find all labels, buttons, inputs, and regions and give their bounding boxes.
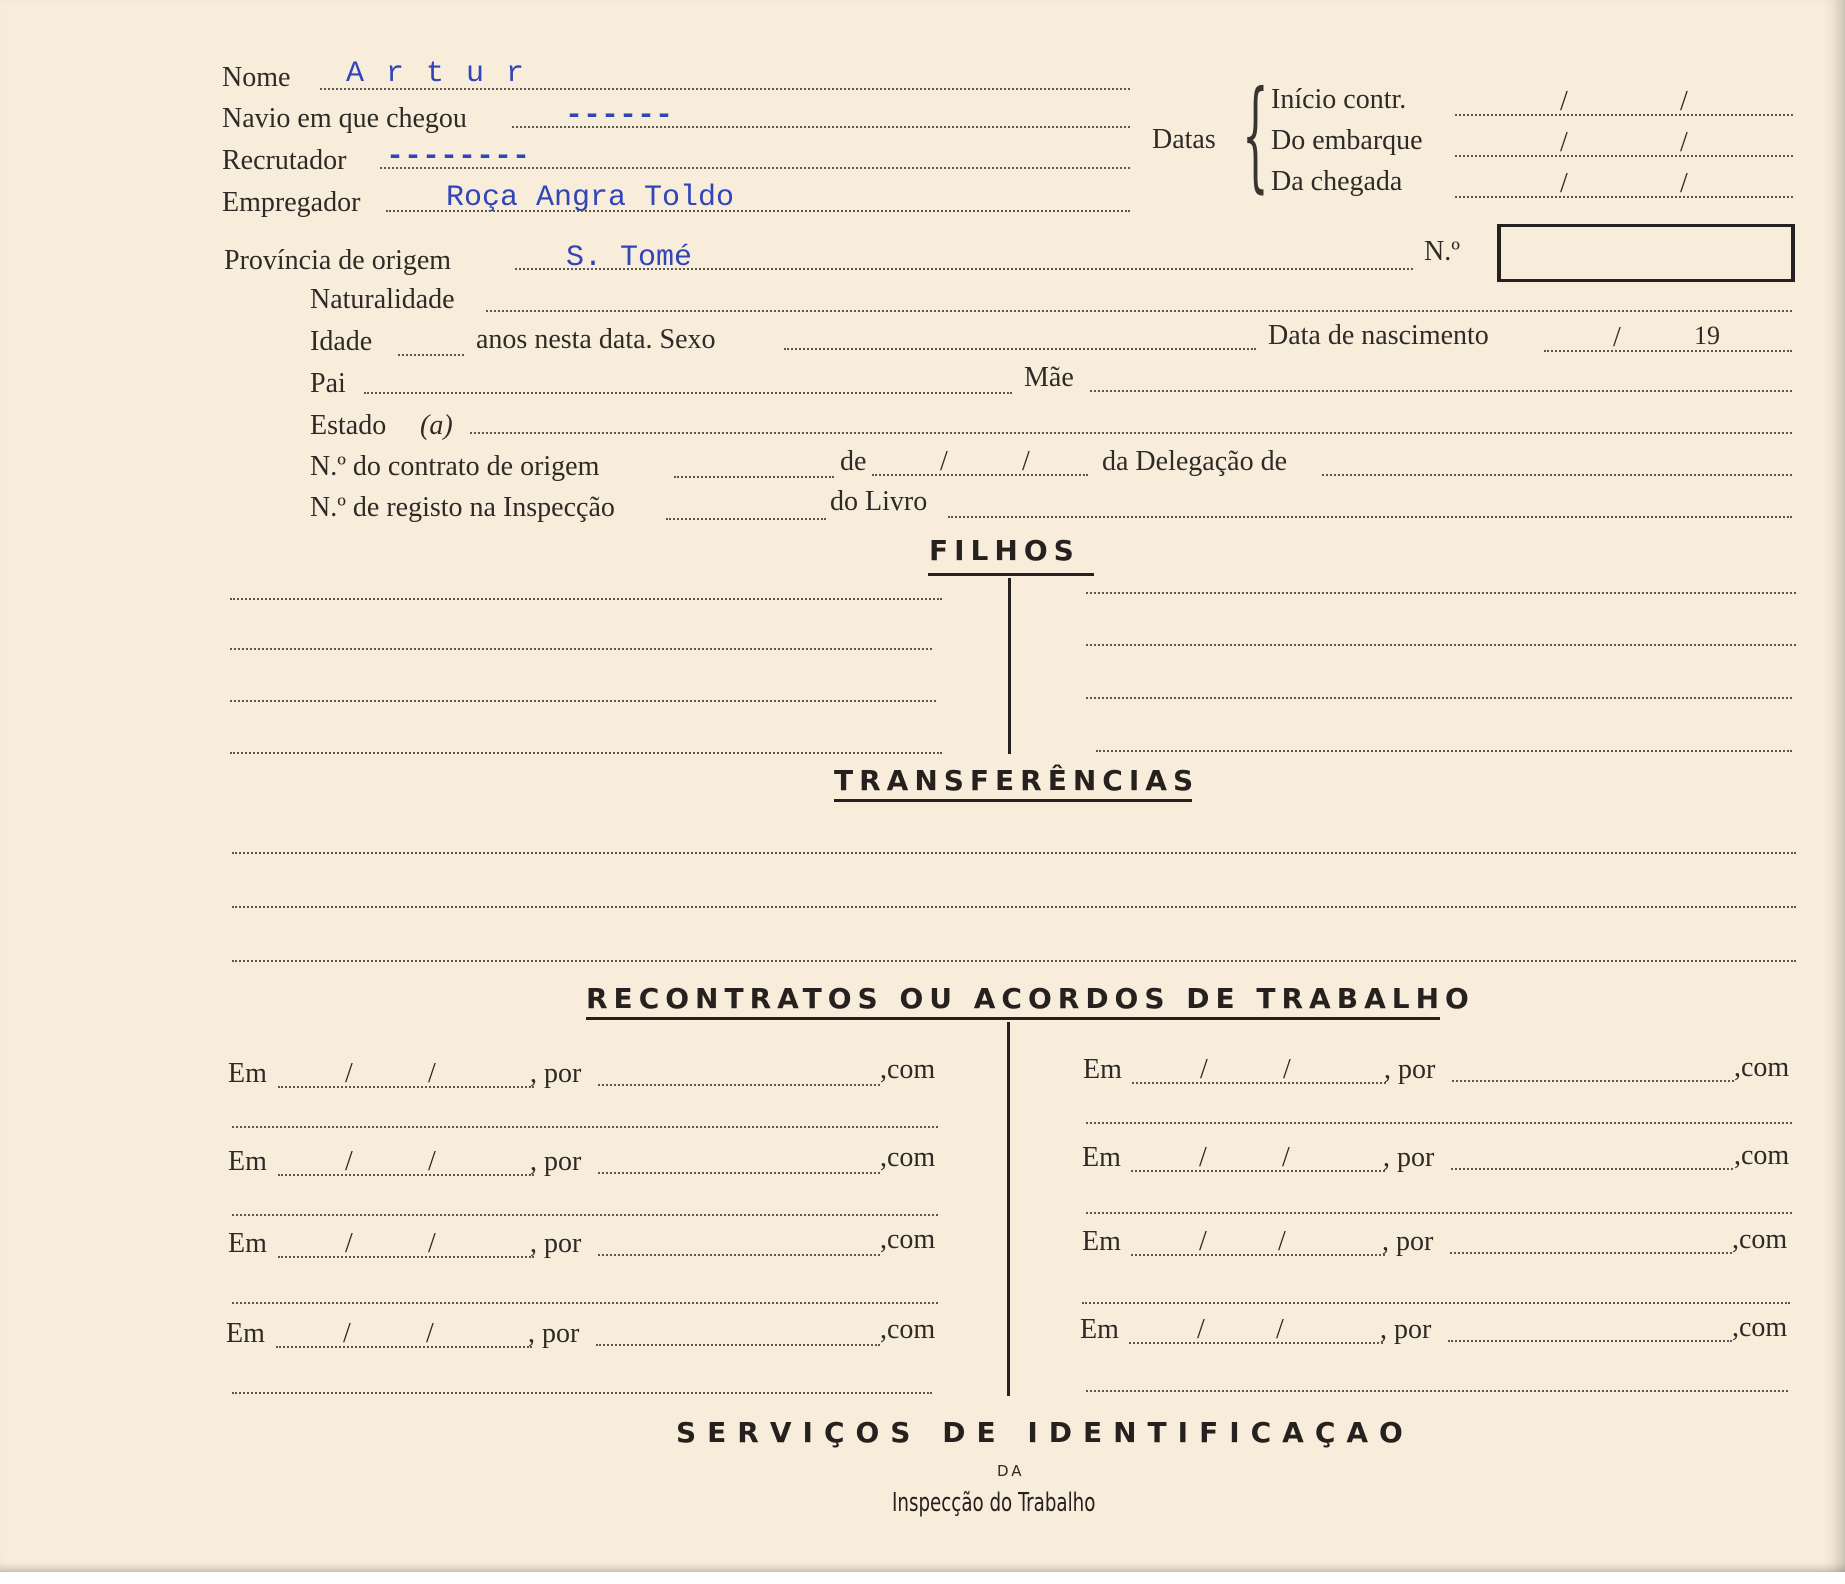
com-label: ,com — [1734, 1052, 1790, 1083]
embarque-slash-1: / — [1560, 127, 1568, 158]
mae-line — [1090, 390, 1792, 392]
pai-line — [364, 392, 1012, 394]
recrutador-line — [380, 167, 1130, 169]
filhos-line-left-2 — [230, 648, 932, 650]
navio-value: ------ — [565, 99, 674, 133]
filhos-underline — [928, 573, 1094, 576]
filhos-line-left-3 — [230, 700, 936, 702]
numero-label: N.º — [1424, 236, 1460, 267]
em-date-line — [278, 1256, 534, 1258]
por-label: , por — [530, 1228, 582, 1259]
provincia-value: S. Tomé — [566, 241, 693, 275]
filhos-divider — [1008, 578, 1011, 754]
livro-label: do Livro — [830, 486, 928, 517]
pai-label: Pai — [310, 368, 346, 399]
em-slash-2: / — [1278, 1226, 1286, 1257]
por-line — [1451, 1168, 1733, 1170]
em-date-line — [1131, 1254, 1385, 1256]
contrato-label: N.º do contrato de origem — [310, 451, 600, 482]
delegacao-label: da Delegação de — [1102, 446, 1287, 477]
por-line — [1448, 1340, 1732, 1342]
footer-services: SERVIÇOS DE IDENTIFICAÇAO — [676, 1416, 1414, 1449]
por-label: , por — [1384, 1054, 1436, 1085]
em-slash-1: / — [345, 1228, 353, 1259]
com-label: ,com — [1732, 1312, 1788, 1343]
provincia-label: Província de origem — [224, 245, 452, 276]
nascimento-line — [1544, 350, 1792, 352]
empregador-line — [386, 210, 1130, 212]
filhos-line-left-4 — [230, 752, 942, 754]
datas-label: Datas — [1152, 124, 1216, 155]
navio-line — [512, 126, 1130, 128]
em-label: Em — [228, 1146, 267, 1177]
estado-line — [470, 432, 1792, 434]
chegada-slash-1: / — [1560, 168, 1568, 199]
em-slash-1: / — [343, 1318, 351, 1349]
por-label: , por — [530, 1146, 582, 1177]
em-slash-1: / — [1197, 1314, 1205, 1345]
com-label: ,com — [880, 1142, 936, 1173]
chegada-slash-2: / — [1680, 168, 1688, 199]
por-line — [598, 1172, 880, 1174]
recrutador-value: -------- — [386, 140, 531, 174]
por-label: , por — [1382, 1226, 1434, 1257]
em-label: Em — [228, 1058, 267, 1089]
navio-label: Navio em que chegou — [222, 103, 467, 134]
nascimento-slash: / — [1613, 322, 1621, 353]
filhos-line-left-1 — [230, 598, 942, 600]
com-label: ,com — [880, 1054, 936, 1085]
contrato-date-line — [872, 474, 1088, 476]
em-slash-1: / — [1200, 1054, 1208, 1085]
footer-da: DA — [997, 1462, 1025, 1480]
por-label: , por — [1383, 1142, 1435, 1173]
registo-label: N.º de registo na Inspecção — [310, 492, 615, 523]
em-slash-2: / — [426, 1318, 434, 1349]
em-slash-2: / — [1283, 1054, 1291, 1085]
com-line — [232, 1392, 932, 1394]
estado-label: Estado — [310, 410, 387, 441]
em-date-line — [278, 1174, 534, 1176]
por-line — [1450, 1252, 1732, 1254]
contrato-line — [674, 476, 834, 478]
com-line — [232, 1302, 938, 1304]
transferencias-line-3 — [232, 960, 1796, 962]
com-label: ,com — [1732, 1224, 1788, 1255]
anos-label: anos nesta data. Sexo — [476, 324, 716, 355]
com-label: ,com — [880, 1314, 936, 1345]
em-slash-2: / — [428, 1228, 436, 1259]
recontratos-divider — [1007, 1022, 1010, 1396]
por-label: , por — [530, 1058, 582, 1089]
com-label: ,com — [1734, 1140, 1790, 1171]
inicio-line — [1455, 114, 1793, 116]
filhos-line-right-3 — [1086, 697, 1792, 699]
em-label: Em — [1080, 1314, 1119, 1345]
livro-line — [948, 516, 1792, 518]
em-slash-2: / — [1276, 1314, 1284, 1345]
filhos-line-right-4 — [1096, 750, 1792, 752]
por-label: , por — [528, 1318, 580, 1349]
de-label: de — [840, 446, 867, 477]
provincia-line — [515, 268, 1413, 270]
nascimento-label: Data de nascimento — [1268, 320, 1489, 351]
year-prefix: 19 — [1694, 321, 1720, 350]
em-label: Em — [1082, 1226, 1121, 1257]
em-date-line — [278, 1086, 534, 1088]
recontratos-heading: RECONTRATOS OU ACORDOS DE TRABALHO — [586, 982, 1475, 1015]
em-date-line — [1131, 1170, 1385, 1172]
com-line — [232, 1214, 938, 1216]
por-line — [596, 1344, 880, 1346]
inicio-slash-2: / — [1680, 86, 1688, 117]
nome-line — [320, 88, 1130, 90]
em-slash-2: / — [428, 1146, 436, 1177]
embarque-label: Do embarque — [1271, 125, 1423, 156]
embarque-line — [1455, 155, 1793, 157]
naturalidade-line — [486, 310, 1792, 312]
com-label: ,com — [880, 1224, 936, 1255]
idade-line — [398, 354, 464, 356]
delegacao-line — [1322, 474, 1792, 476]
sexo-line — [784, 348, 1256, 350]
transferencias-line-2 — [232, 906, 1796, 908]
numero-box — [1497, 224, 1795, 282]
nome-value: A r t u r — [346, 57, 527, 91]
em-label: Em — [226, 1318, 265, 1349]
mae-label: Mãe — [1024, 362, 1074, 393]
nome-label: Nome — [222, 62, 291, 93]
com-line — [1082, 1302, 1790, 1304]
por-line — [598, 1254, 880, 1256]
com-line — [1086, 1122, 1792, 1124]
em-slash-1: / — [1199, 1142, 1207, 1173]
em-slash-1: / — [345, 1058, 353, 1089]
filhos-line-right-1 — [1086, 592, 1796, 594]
registo-line — [666, 518, 826, 520]
transferencias-underline — [834, 799, 1192, 802]
em-date-line — [1129, 1342, 1383, 1344]
filhos-heading: FILHOS — [929, 534, 1080, 567]
em-label: Em — [1083, 1054, 1122, 1085]
em-label: Em — [228, 1228, 267, 1259]
em-slash-2: / — [1282, 1142, 1290, 1173]
naturalidade-label: Naturalidade — [310, 284, 455, 315]
em-slash-1: / — [345, 1146, 353, 1177]
estado-note: (a) — [420, 410, 453, 441]
chegada-line — [1455, 196, 1793, 198]
transferencias-line-1 — [232, 852, 1796, 854]
recontratos-underline — [586, 1017, 1440, 1020]
com-line — [232, 1126, 938, 1128]
empregador-value: Roça Angra Toldo — [446, 181, 735, 215]
por-line — [1452, 1080, 1734, 1082]
contrato-slash-1: / — [940, 446, 948, 477]
em-date-line — [1132, 1082, 1386, 1084]
em-slash-2: / — [428, 1058, 436, 1089]
brace-icon: { — [1242, 66, 1269, 205]
inicio-label: Início contr. — [1271, 84, 1407, 115]
contrato-slash-2: / — [1022, 446, 1030, 477]
embarque-slash-2: / — [1680, 127, 1688, 158]
em-label: Em — [1082, 1142, 1121, 1173]
filhos-line-right-2 — [1086, 644, 1796, 646]
footer-inspeccao: Inspecção do Trabalho — [892, 1488, 1096, 1518]
chegada-label: Da chegada — [1271, 166, 1403, 197]
em-slash-1: / — [1199, 1226, 1207, 1257]
com-line — [1086, 1212, 1792, 1214]
por-line — [598, 1084, 880, 1086]
com-line — [1086, 1390, 1788, 1392]
inicio-slash-1: / — [1560, 86, 1568, 117]
em-date-line — [276, 1346, 532, 1348]
empregador-label: Empregador — [222, 187, 361, 218]
recrutador-label: Recrutador — [222, 145, 347, 176]
idade-label: Idade — [310, 326, 373, 357]
por-label: , por — [1380, 1314, 1432, 1345]
transferencias-heading: TRANSFERÊNCIAS — [834, 764, 1200, 797]
